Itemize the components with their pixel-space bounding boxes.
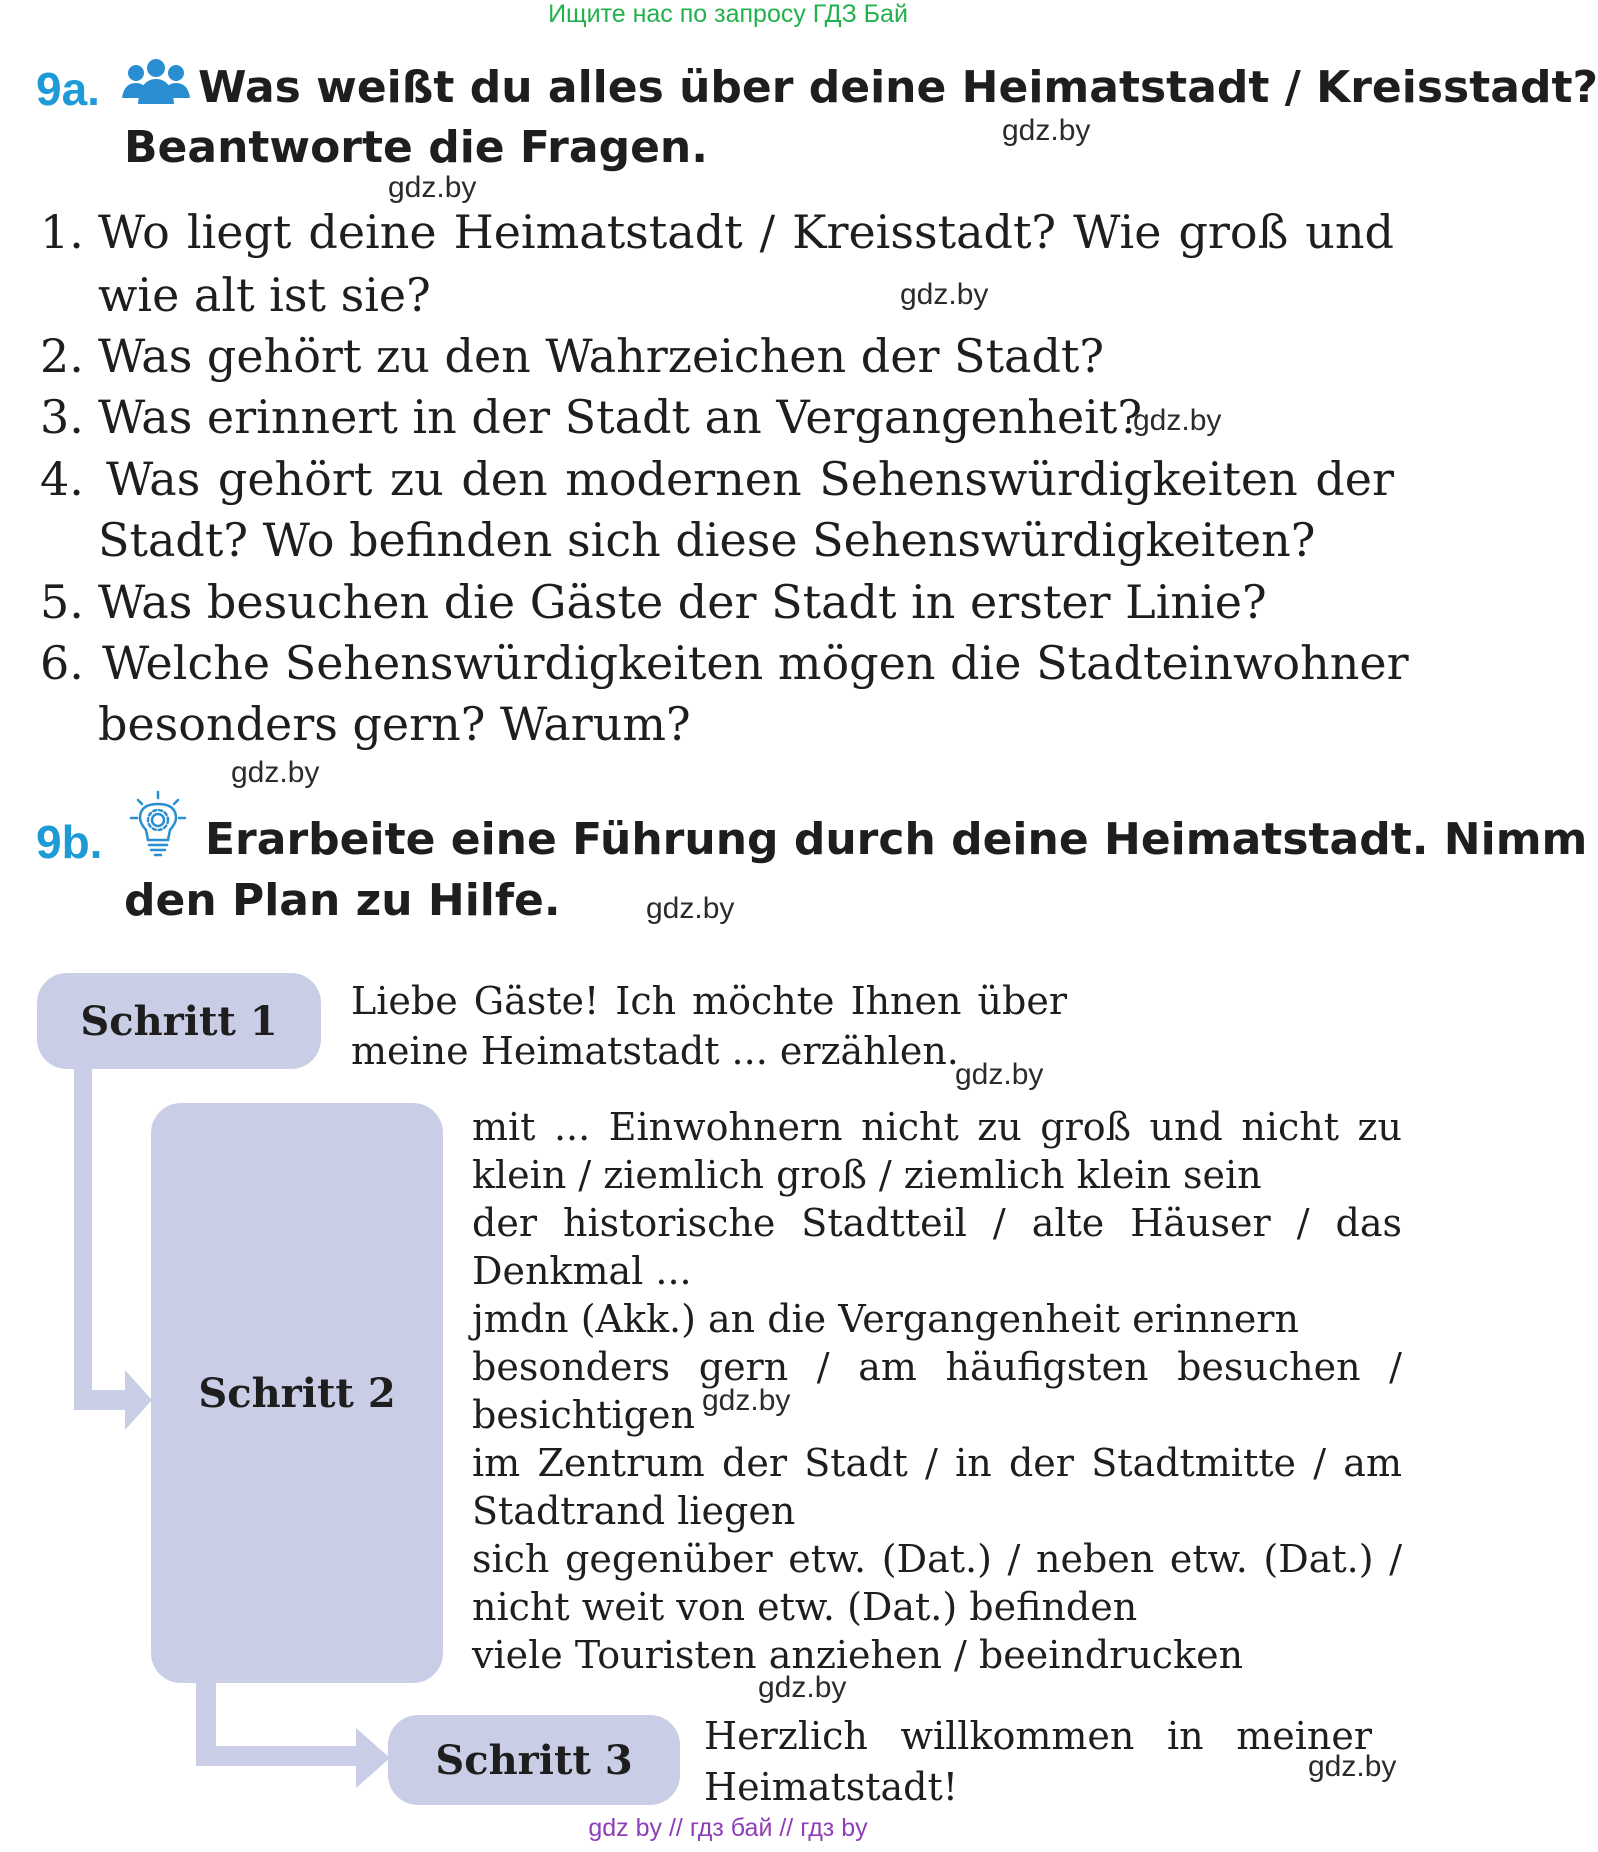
question-1: 1. Wo liegt deine Heimatstadt / Kreisstadt? Wie groß und <box>40 205 1394 259</box>
question-5: 5. Was besuchen die Gäste der Stadt in erster Linie? <box>40 575 1267 629</box>
watermark: gdz.by <box>1002 114 1091 147</box>
step-1-line: Liebe Gäste! Ich möchte Ihnen über <box>351 979 1067 1023</box>
question-6-continuation: besonders gern? Warum? <box>98 697 691 751</box>
step-2-line: der historische Stadtteil / alte Häuser / das <box>472 1201 1402 1245</box>
step-1-label: Schritt 1 <box>80 997 278 1045</box>
step-3-line: Heimatstadt! <box>704 1765 959 1809</box>
step-3-box <box>388 1715 680 1805</box>
step-1-line: meine Heimatstadt ... erzählen. <box>351 1029 959 1073</box>
step-3-line: Herzlich willkommen in meiner <box>704 1714 1372 1758</box>
exercise-9b-number: 9b. <box>36 816 103 868</box>
step-1-box <box>37 973 321 1069</box>
step-2-line: sich gegenüber etw. (Dat.) / neben etw. (Dat.) / <box>472 1537 1402 1581</box>
step-2-line: im Zentrum der Stadt / in der Stadtmitte / am <box>472 1441 1402 1485</box>
watermark: gdz.by <box>1133 404 1222 437</box>
watermark: gdz.by <box>1308 1750 1397 1783</box>
step-2-line: klein / ziemlich groß / ziemlich klein sein <box>472 1153 1262 1197</box>
step-2-box <box>151 1103 443 1683</box>
question-4: 4. Was gehört zu den modernen Sehenswürdigkeiten der <box>40 452 1394 506</box>
watermark: gdz.by <box>955 1058 1044 1091</box>
bottom-banner: gdz by // гдз бай // гдз by <box>588 1814 868 1842</box>
step-3-label: Schritt 3 <box>435 1736 633 1784</box>
step-2-line: besonders gern / am häufigsten besuchen / <box>472 1345 1402 1389</box>
exercise-9a-title-line1: Was weißt du alles über deine Heimatstadt / Kreisstadt? <box>198 62 1598 113</box>
step-2-line: mit ... Einwohnern nicht zu groß und nicht zu <box>472 1105 1402 1149</box>
watermark: gdz.by <box>758 1671 847 1704</box>
question-1-continuation: wie alt ist sie? <box>98 268 431 322</box>
step-2-line: Denkmal ... <box>472 1249 692 1293</box>
exercise-9b-title-line2: den Plan zu Hilfe. <box>124 875 561 926</box>
watermark: gdz.by <box>388 171 477 204</box>
watermark: gdz.by <box>702 1384 791 1417</box>
question-6: 6. Welche Sehenswürdigkeiten mögen die Stadteinwohner <box>40 636 1409 690</box>
step-2-line: viele Touristen anziehen / beeindrucken <box>472 1633 1244 1677</box>
watermark: gdz.by <box>900 278 989 311</box>
watermark: gdz.by <box>646 892 735 925</box>
exercise-9a-title-line2: Beantworte die Fragen. <box>124 122 708 173</box>
step-2-line: nicht weit von etw. (Dat.) befinden <box>472 1585 1138 1629</box>
exercise-9b-title-line1: Erarbeite eine Führung durch deine Heimatstadt. Nimm <box>205 814 1588 865</box>
exercise-9a-number: 9a. <box>36 63 100 115</box>
question-2: 2. Was gehört zu den Wahrzeichen der Stadt? <box>40 329 1105 383</box>
step-2-line: Stadtrand liegen <box>472 1489 796 1533</box>
question-4-continuation: Stadt? Wo befinden sich diese Sehenswürdigkeiten? <box>98 513 1316 567</box>
watermark: gdz.by <box>231 756 320 789</box>
step-2-line: besichtigen <box>472 1393 695 1437</box>
step-2-label: Schritt 2 <box>198 1369 396 1417</box>
question-3: 3. Was erinnert in der Stadt an Vergangenheit? <box>40 390 1143 444</box>
top-banner: Ищите нас по запросу ГДЗ Бай <box>548 0 908 28</box>
step-2-line: jmdn (Akk.) an die Vergangenheit erinnern <box>472 1297 1299 1341</box>
